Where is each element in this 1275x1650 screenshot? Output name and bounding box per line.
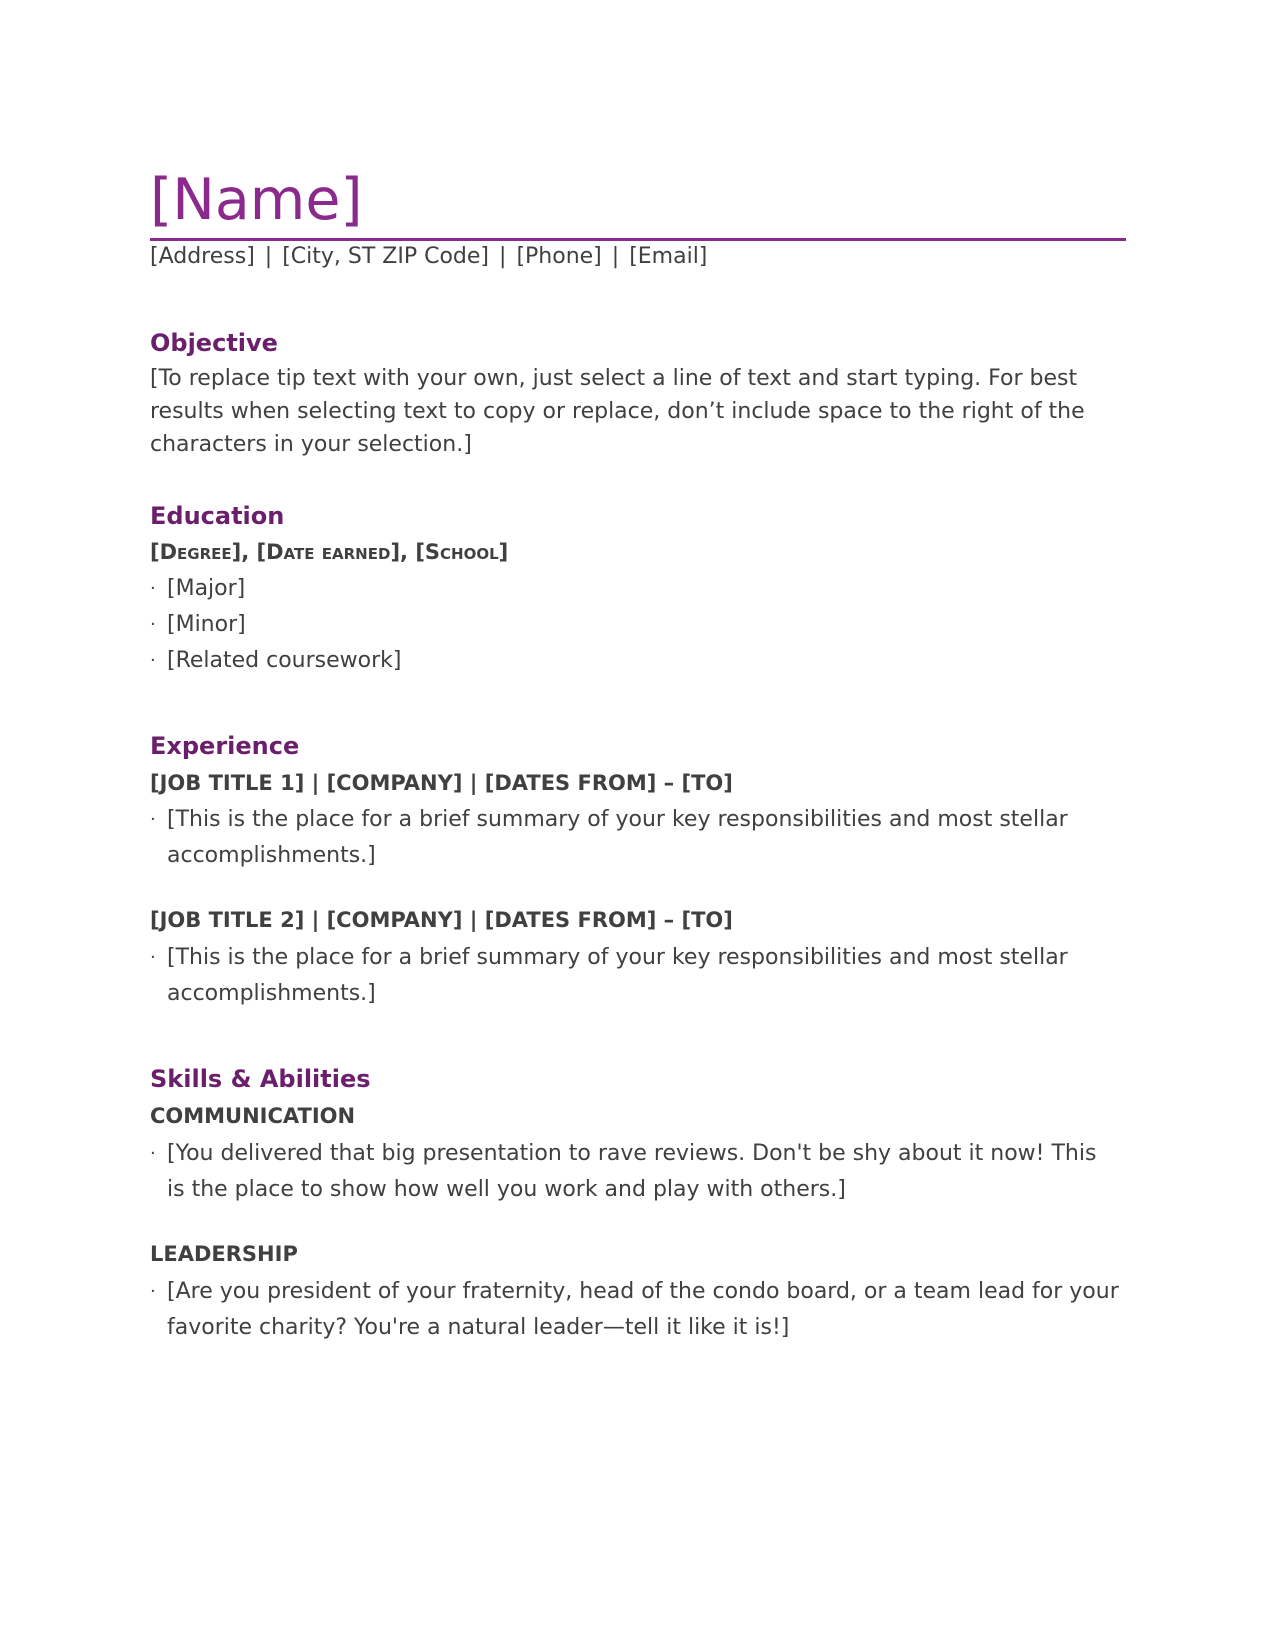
job-2-title-line[interactable]: [JOB TITLE 2] | [COMPANY] | [DATES FROM] – [TO] xyxy=(150,908,733,932)
education-coursework: [Related coursework] xyxy=(167,648,402,673)
education-minor: [Minor] xyxy=(167,612,246,637)
education-heading: Education xyxy=(150,502,285,530)
list-item[interactable] xyxy=(150,1136,1120,1208)
skill-communication-title[interactable]: COMMUNICATION xyxy=(150,1104,356,1128)
job-1-title-line[interactable]: [JOB TITLE 1] | [COMPANY] | [DATES FROM] – [TO] xyxy=(150,771,733,795)
skills-heading: Skills & Abilities xyxy=(150,1065,371,1093)
job-1-summary: [This is the place for a brief summary of your key responsibilities and most stellar accomplishments.] xyxy=(167,807,1068,868)
bullet-icon: · xyxy=(150,1143,156,1164)
bullet-icon: · xyxy=(150,578,156,599)
contact-address[interactable]: [Address] xyxy=(150,244,255,269)
list-item[interactable] xyxy=(150,643,1120,679)
bullet-icon: · xyxy=(150,614,156,635)
bullet-icon: · xyxy=(150,947,156,968)
list-item[interactable] xyxy=(150,940,1120,1012)
resume-name[interactable]: [Name] xyxy=(150,167,363,233)
list-item[interactable] xyxy=(150,1274,1120,1346)
education-major: [Major] xyxy=(167,576,246,601)
list-item[interactable] xyxy=(150,607,1120,643)
contact-email[interactable]: [Email] xyxy=(629,244,708,269)
skill-communication-text: [You delivered that big presentation to rave reviews. Don't be shy about it now! This is the place to show how well you work and play with others.] xyxy=(167,1141,1097,1202)
contact-phone[interactable]: [Phone] xyxy=(516,244,602,269)
contact-separator: | xyxy=(611,244,620,269)
skill-leadership-list xyxy=(150,1274,1120,1346)
job-1-summary-list xyxy=(150,802,1120,874)
objective-heading: Objective xyxy=(150,329,278,357)
contact-separator: | xyxy=(264,244,273,269)
list-item[interactable] xyxy=(150,571,1120,607)
skill-communication-list xyxy=(150,1136,1120,1208)
list-item[interactable] xyxy=(150,802,1120,874)
header-rule xyxy=(150,238,1126,241)
contact-separator: | xyxy=(499,244,507,269)
contact-city[interactable]: [City, ST ZIP Code] xyxy=(282,244,490,269)
bullet-icon: · xyxy=(150,809,156,830)
bullet-icon: · xyxy=(150,650,156,671)
job-2-summary-list xyxy=(150,940,1120,1012)
experience-heading: Experience xyxy=(150,732,300,760)
contact-line xyxy=(150,242,707,272)
education-list xyxy=(150,571,1120,679)
job-2-summary: [This is the place for a brief summary of your key responsibilities and most stellar accomplishments.] xyxy=(167,945,1068,1006)
education-degree-line[interactable]: [Degree], [Date earned], [School] xyxy=(150,540,509,564)
objective-text[interactable]: [To replace tip text with your own, just select a line of text and start typing. For best results when selecting text to copy or replace, don’t include space to the right of the characters in your selection.] xyxy=(150,366,1085,457)
skill-leadership-title[interactable]: LEADERSHIP xyxy=(150,1242,298,1266)
bullet-icon: · xyxy=(150,1281,156,1302)
skill-leadership-text: [Are you president of your fraternity, head of the condo board, or a team lead for your favorite charity? You're a natural leader—tell it like it is!] xyxy=(167,1279,1119,1340)
